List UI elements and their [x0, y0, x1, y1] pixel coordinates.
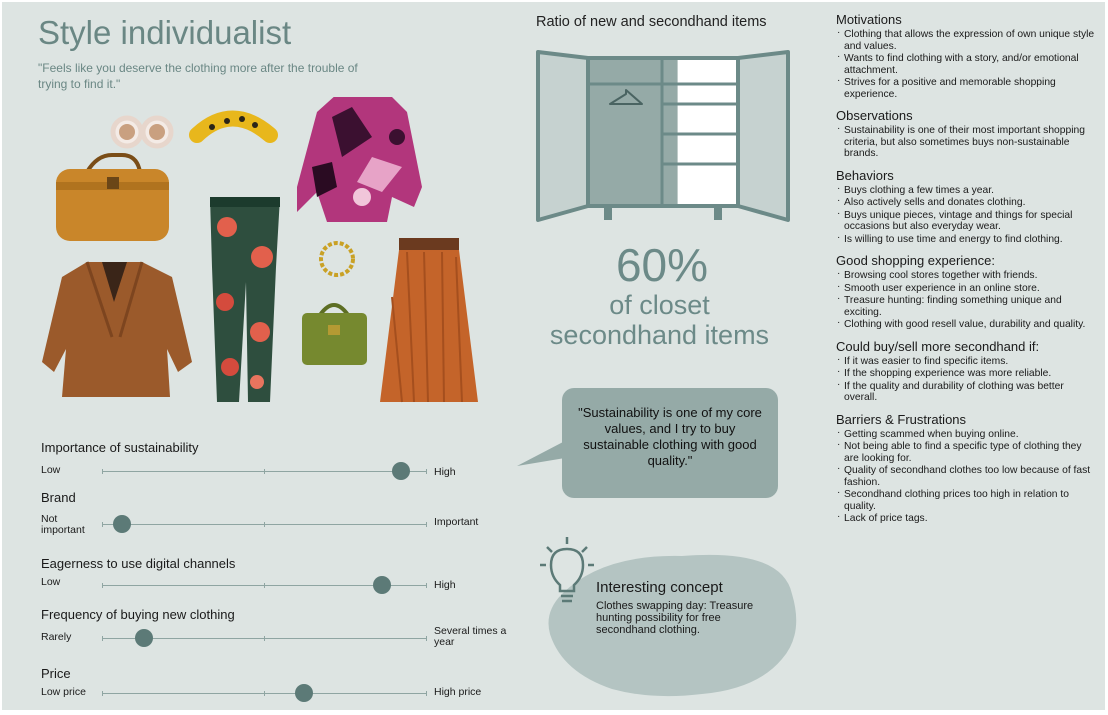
info-sections — [836, 12, 1096, 533]
persona-title: Style individualist — [38, 14, 292, 51]
list-item: · Wants to find clothing with a story, and/or emotional attachment. — [836, 53, 1096, 76]
slider-low-label: Not important — [41, 513, 85, 536]
slider-track — [102, 693, 427, 694]
slider-knob[interactable] — [392, 462, 410, 480]
list-item: · If it was easier to find specific items. — [836, 356, 1096, 368]
list-item: · Strives for a positive and memorable shopping experience. — [836, 77, 1096, 100]
slider-high-label: High price — [434, 686, 482, 698]
slider-track — [102, 471, 427, 472]
closet-title: Ratio of new and secondhand items — [536, 14, 767, 30]
section-title: Could buy/sell more secondhand if: — [836, 338, 1040, 354]
section-title: Observations — [836, 108, 913, 123]
list-item: · Clothing with good resell value, durability and quality. — [836, 319, 1096, 331]
headband-icon — [197, 116, 270, 135]
slider-low-label: Low — [41, 464, 61, 476]
list-item: · Getting scammed when buying online. — [836, 429, 1096, 441]
section-motivations — [836, 12, 1096, 100]
secondhand-fill — [590, 60, 678, 204]
quote-bubble: "Sustainability is one of my core values, and I try to buy sustainable clothing with good quality." — [562, 388, 778, 498]
lightbulb-icon — [539, 535, 595, 611]
list-item: · Clothing that allows the expression of own unique style and values. — [836, 29, 1096, 52]
bubble-tail — [517, 442, 567, 472]
slider-low-label: Low price — [41, 686, 86, 698]
slider-knob[interactable] — [135, 629, 153, 647]
slider-high-label: High — [434, 579, 456, 591]
list-item: · Smooth user experience in an online store. — [836, 283, 1096, 295]
slider-low-label: Rarely — [41, 631, 72, 643]
slider-title: Price — [41, 666, 71, 681]
section-title: Good shopping experience: — [836, 253, 996, 268]
section-observations — [836, 108, 1096, 160]
sunglasses-icon — [113, 118, 171, 146]
slider-high-label: Several times a year — [434, 625, 507, 648]
list-item: · Buys clothing a few times a year. — [836, 185, 1096, 197]
list-item: · Also actively sells and donates clothing. — [836, 197, 1096, 209]
closet-caption: of closet secondhand items — [549, 290, 770, 350]
wardrobe-icon — [532, 44, 794, 229]
slider-track — [102, 524, 427, 525]
list-item: · If the quality and durability of clothing was better overall. — [836, 381, 1096, 404]
section-behaviors — [836, 168, 1096, 246]
list-item: · Buys unique pieces, vintage and things for special occasions but also everyday wear. — [836, 210, 1096, 233]
slider-title: Importance of sustainability — [41, 440, 199, 455]
list-item: · Not being able to find a specific type of clothing they are looking for. — [836, 441, 1096, 464]
jacket-icon — [297, 97, 422, 222]
trousers-icon — [210, 197, 280, 402]
section-title: Motivations — [836, 12, 902, 27]
slider-knob[interactable] — [295, 684, 313, 702]
green-bag-icon — [302, 305, 367, 365]
slider-knob[interactable] — [373, 576, 391, 594]
slider-track — [102, 585, 427, 586]
skirt-icon — [380, 238, 478, 402]
persona-page — [2, 2, 1105, 710]
bracelet-icon — [321, 243, 353, 275]
slider-low-label: Low — [41, 576, 61, 588]
list-item: · Sustainability is one of their most important shopping criteria, but also sometimes buys non-sustainable brands. — [836, 125, 1096, 160]
list-item: · Secondhand clothing prices too high in relation to quality. — [836, 489, 1096, 512]
slider-high-label: Important — [434, 516, 479, 528]
slider-knob[interactable] — [113, 515, 131, 533]
closet-percent: 60% — [615, 239, 709, 291]
concept-title: Interesting concept — [596, 579, 723, 596]
list-item: · Lack of price tags. — [836, 513, 1096, 525]
slider-title: Eagerness to use digital channels — [41, 556, 236, 571]
list-item: · Treasure hunting: finding something unique and exciting. — [836, 295, 1096, 318]
section-title: Behaviors — [836, 167, 894, 183]
persona-quote: "Feels like you deserve the clothing more after the trouble of trying to find it." — [38, 61, 358, 91]
list-item: · Browsing cool stores together with friends. — [836, 270, 1096, 282]
leather-jacket-icon — [42, 262, 192, 397]
section-could-buy-sell-more — [836, 339, 1096, 404]
slider-track — [102, 638, 427, 639]
section-barriers-frustrations — [836, 412, 1096, 525]
concept-text: Clothes swapping day: Treasure hunting possibility for free secondhand clothing. — [596, 600, 754, 636]
list-item: · Quality of secondhand clothes too low because of fast fashion. — [836, 465, 1096, 488]
section-title: Barriers & Frustrations — [836, 411, 967, 427]
slider-title: Brand — [41, 490, 76, 505]
handbag-icon — [56, 155, 169, 241]
list-item: · Is willing to use time and energy to find clothing. — [836, 234, 1096, 246]
list-item: · If the shopping experience was more reliable. — [836, 368, 1096, 380]
slider-title: Frequency of buying new clothing — [41, 607, 235, 622]
slider-high-label: High — [434, 466, 456, 478]
product-collage — [42, 97, 502, 412]
section-good-shopping-experience — [836, 253, 1096, 331]
